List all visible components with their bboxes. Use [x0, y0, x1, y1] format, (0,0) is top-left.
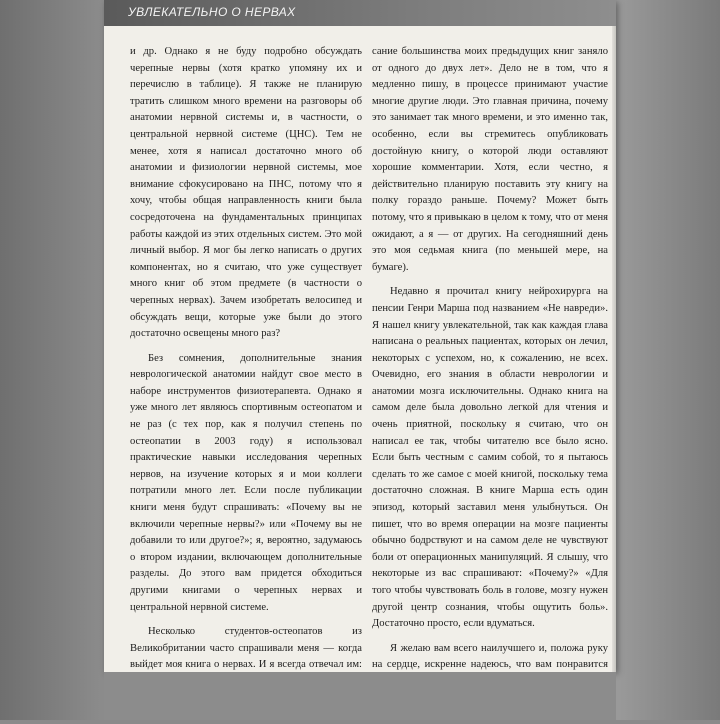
left-column [130, 44, 362, 724]
left-paragraph-2: Без сомнения, дополнительные знания неврологической анатомии найдут свое место в наборе инструментов физиотерапевта. Однако я уже много лет являюсь спортивным остеопатом и не раз (с тех пор, как я получил степень по остеопатии в 2003 году) я использовал практические навыки исследования черепных нервов, на изучение которых я и мои коллеги потратили много лет. Если после публикации книги меня будут спрашивать: «Почему вы не включили черепные нервы?» или «Почему вы не добавили то или другое?»; я, вероятно, задумаюсь о втором издании, включающем дополнительные разделы. До этого вам придется обходиться другими книгами о черепных нервах и центральной нервной системе. [130, 352, 362, 613]
right-column [372, 44, 608, 715]
left-paragraph-1: и др. Однако я не буду подробно обсуждать черепные нервы (хотя кратко упомяну их и перечислю в таблице). Я также не планирую тратить слишком много времени на разговоры об анатомии нервной системы и, в частности, о центральной нервной системе (ЦНС). Тем не менее, хотя я написал достаточно много об анатомии и физиологии нервной системы, мое внимание сфокусировано на ПНС, потому что я хочу, чтобы общая направленность книги была сосредоточена на фундаментальных принципах работы каждой из этих отдельных систем. Это мой личный выбор. Я мог бы легко написать о других компонентах, но я считаю, что уже существует много книг об этом предмете (в частности о черепных нервах). Зачем изобретать велосипед и обсуждать вещи, которые уже были до этого достаточно освещены много раз? [130, 46, 362, 340]
page-edge-shadow [612, 0, 616, 672]
running-head: УВЛЕКАТЕЛЬНО О НЕРВАХ [128, 5, 296, 19]
right-paragraph-1: сание большинства моих предыдущих книг заняло от одного до двух лет». Дело не в том, что я медленно пишу, в процессе принимают участие многие другие люди. Это главная причина, почему это занимает так много времени, и это именно так, особенно, если вы стремитесь опубликовать достойную книгу, о которой люди оставляют хорошие комментарии. Хотя, если честно, я действительно планирую поставить эту книгу на полку гораздо раньше. Почему? Может быть потому, что я привыкаю в целом к тому, что от меня ожидают, а я — от других. На сегодняшний день это моя седьмая книга (по меньшей мере, на бумаге). [372, 46, 608, 273]
right-paragraph-3: Я желаю вам всего наилучшего и, положа руку на сердце, искренне надеюсь, что вам понравится [372, 642, 608, 671]
bottom-band [104, 672, 616, 720]
right-paragraph-2: Недавно я прочитал книгу нейрохирурга на пенсии Генри Марша под названием «Не навреди». Я нашел книгу увлекательной, так как каждая глава написана о реальных пациентах, которых он лечил, некоторых с успехом, но, к сожалению, не всех. Очевидно, его знания в области неврологии и анатомии мозга исключительны. Однако книга на самом деле была довольно легкой для чтения и очень приятной, поскольку я считаю, что он написал ее так, чтобы читателю все было ясно. Если быть честным с самим собой, то я пытаюсь сделать то же самое с моей книгой, поскольку тема достаточно сложная. В книге Марша есть один эпизод, который заставил меня улыбнуться. Он пишет, что во время операции на мозге пациенты обычно бодрствуют и на самом деле не чувствуют боли от операционных манипуляций. Я слышу, что некоторые из вас спрашивают: «Почему?» «Для того чтобы чувствовать боль в голове, мозгу нужен другой центр сознания, чтобы ощутить боль». Достаточно просто, если вдуматься. [372, 286, 608, 630]
left-paragraph-3: Несколько студентов-остеопатов из Великобритании часто спрашивали меня — когда выйдет моя книга о нервах. И я всегда отвечал им: [130, 626, 362, 671]
